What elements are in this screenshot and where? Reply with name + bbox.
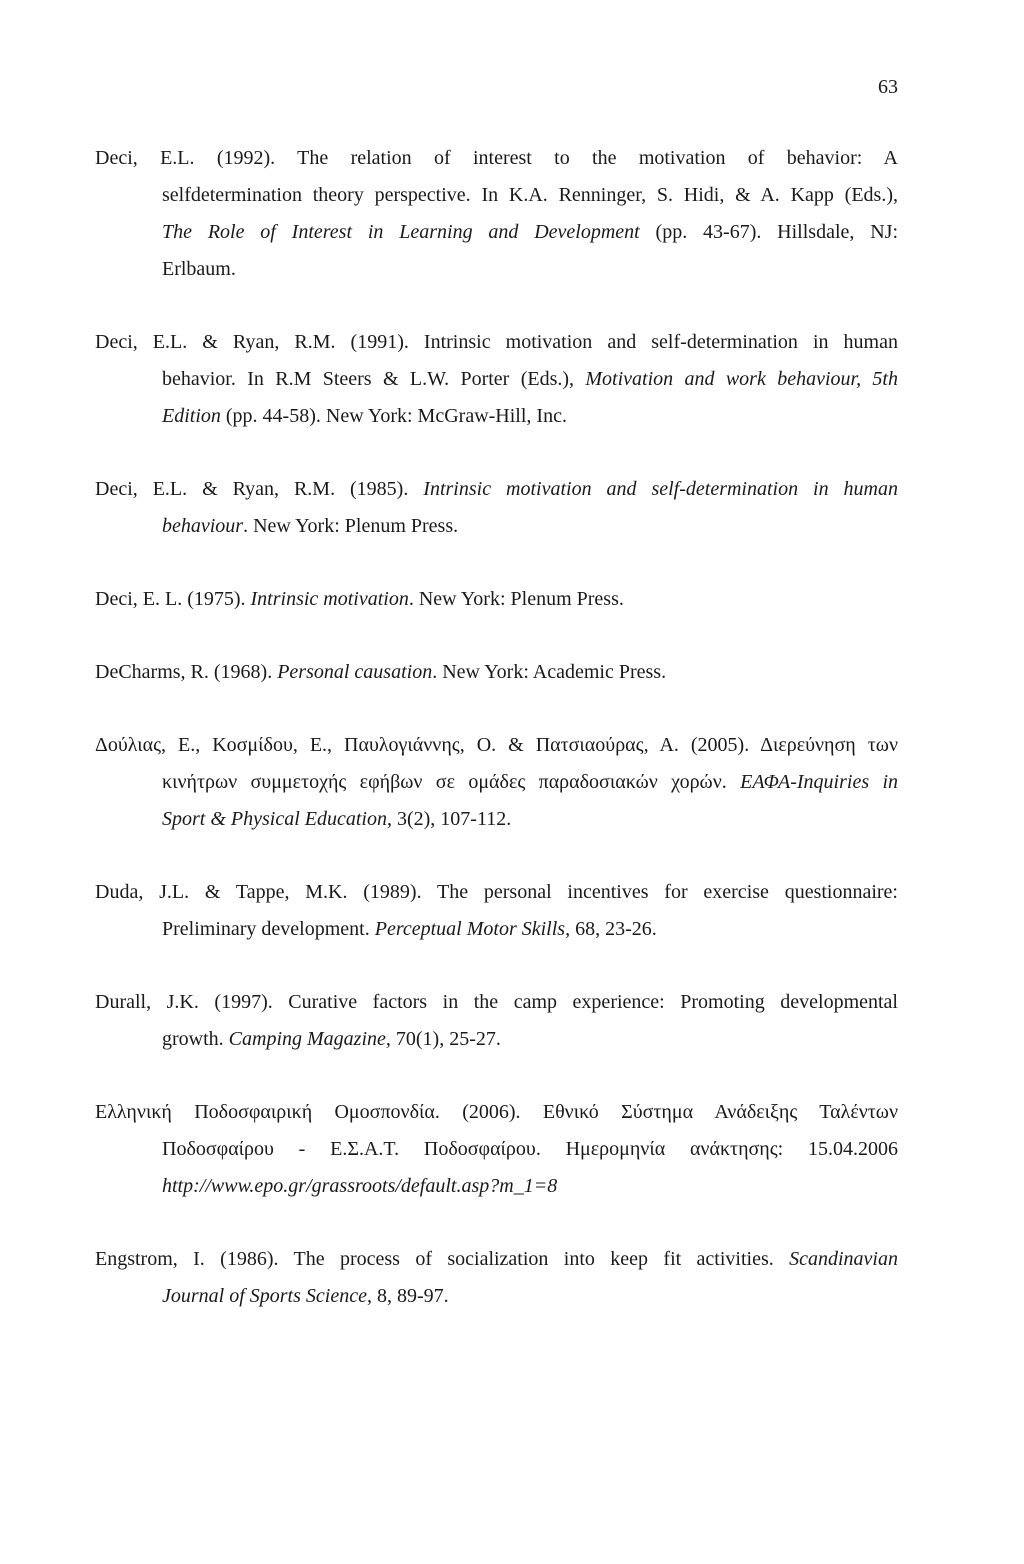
reference-text: 8, 89-97.: [371, 1285, 449, 1307]
reference-line: [95, 1278, 898, 1315]
reference-text: 70(1), 25-27.: [390, 1028, 501, 1050]
reference-text: . New York: Plenum Press.: [408, 588, 624, 610]
reference-text: Duda, J.L. & Tappe, M.K. (1989). The personal incentives for exercise questionnaire:: [95, 881, 898, 903]
reference-entry: [95, 727, 898, 838]
reference-italic-text: Edition: [162, 405, 221, 427]
reference-italic-text: Intrinsic motivation: [250, 588, 409, 610]
reference-line: [95, 508, 898, 545]
reference-line: [95, 874, 898, 911]
reference-line: [95, 801, 898, 838]
reference-line: [95, 324, 898, 361]
reference-list: [95, 140, 898, 1315]
reference-text: Deci, E.L. & Ryan, R.M. (1991). Intrinsic motivation and self-determination in human: [95, 331, 898, 353]
reference-line: [95, 1021, 898, 1058]
reference-line: [95, 398, 898, 435]
reference-italic-text: Journal of Sports Science,: [162, 1285, 372, 1307]
reference-entry: [95, 140, 898, 288]
reference-entry: [95, 874, 898, 948]
reference-line: [95, 1168, 898, 1205]
reference-line: [95, 1131, 898, 1168]
reference-text: Δούλιας, Ε., Κοσμίδου, Ε., Παυλογιάννης, Ο. & Πατσιαούρας, Α. (2005). Διερεύνηση των: [95, 734, 898, 756]
reference-line: [95, 727, 898, 764]
reference-text: DeCharms, R. (1968).: [95, 661, 278, 683]
reference-line: [95, 764, 898, 801]
reference-line: [95, 984, 898, 1021]
reference-text: Preliminary development.: [162, 918, 375, 940]
reference-entry: [95, 654, 898, 691]
reference-text: . New York: Plenum Press.: [243, 515, 459, 537]
reference-text: 3(2), 107-112.: [391, 808, 512, 830]
reference-line: [95, 1241, 898, 1278]
reference-entry: [95, 581, 898, 618]
reference-text: Erlbaum.: [162, 258, 236, 280]
reference-line: [95, 471, 898, 508]
page-number: 63: [878, 76, 898, 98]
reference-entry: [95, 324, 898, 435]
reference-italic-text: http://www.epo.gr/grassroots/default.asp?m_1=8: [162, 1175, 558, 1197]
reference-line: [95, 214, 898, 251]
reference-italic-text: Personal causation: [277, 661, 433, 683]
reference-text: Ελληνική Ποδοσφαιρική Ομοσπονδία. (2006). Εθνικό Σύστημα Ανάδειξης Ταλέντων: [95, 1101, 898, 1123]
reference-text: (pp. 44-58). New York: McGraw-Hill, Inc.: [220, 405, 567, 427]
reference-italic-text: The Role of Interest in Learning and Development: [162, 221, 640, 243]
reference-italic-text: Intrinsic motivation and self-determination in human: [423, 478, 898, 500]
reference-italic-text: Camping Magazine,: [228, 1028, 391, 1050]
reference-text: Ποδοσφαίρου - Ε.Σ.Α.Τ. Ποδοσφαίρου. Ημερομηνία ανάκτησης: 15.04.2006: [162, 1138, 898, 1160]
reference-text: Deci, E.L. (1992). The relation of interest to the motivation of behavior: A: [95, 147, 898, 169]
reference-entry: [95, 1094, 898, 1205]
reference-line: [95, 911, 898, 948]
reference-line: [95, 177, 898, 214]
reference-text: (pp. 43-67). Hillsdale, NJ:: [639, 221, 898, 243]
reference-italic-text: Motivation and work behaviour, 5th: [585, 368, 898, 390]
reference-entry: [95, 471, 898, 545]
reference-italic-text: Perceptual Motor Skills,: [374, 918, 571, 940]
reference-text: Engstrom, I. (1986). The process of socialization into keep fit activities.: [95, 1248, 790, 1270]
reference-text: Deci, E.L. & Ryan, R.M. (1985).: [95, 478, 424, 500]
reference-text: 68, 23-26.: [570, 918, 657, 940]
reference-text: growth.: [162, 1028, 229, 1050]
reference-entry: [95, 984, 898, 1058]
reference-text: Deci, E. L. (1975).: [95, 588, 251, 610]
reference-italic-text: ΕΑΦΑ-Inquiries in: [740, 771, 898, 793]
reference-text: . New York: Academic Press.: [432, 661, 667, 683]
reference-text: selfdetermination theory perspective. In K.A. Renninger, S. Hidi, & A. Kapp (Eds.),: [162, 184, 898, 206]
reference-line: [95, 361, 898, 398]
reference-line: [95, 654, 898, 691]
reference-text: behavior. In R.M Steers & L.W. Porter (Eds.),: [162, 368, 586, 390]
reference-line: [95, 581, 898, 618]
reference-italic-text: behaviour: [162, 515, 244, 537]
reference-line: [95, 1094, 898, 1131]
reference-text: κινήτρων συμμετοχής εφήβων σε ομάδες παραδοσιακών χορών.: [162, 771, 741, 793]
reference-text: Durall, J.K. (1997). Curative factors in the camp experience: Promoting developmental: [95, 991, 898, 1013]
reference-italic-text: Sport & Physical Education,: [162, 808, 392, 830]
reference-line: [95, 140, 898, 177]
reference-italic-text: Scandinavian: [789, 1248, 898, 1270]
reference-entry: [95, 1241, 898, 1315]
reference-line: [95, 251, 898, 288]
